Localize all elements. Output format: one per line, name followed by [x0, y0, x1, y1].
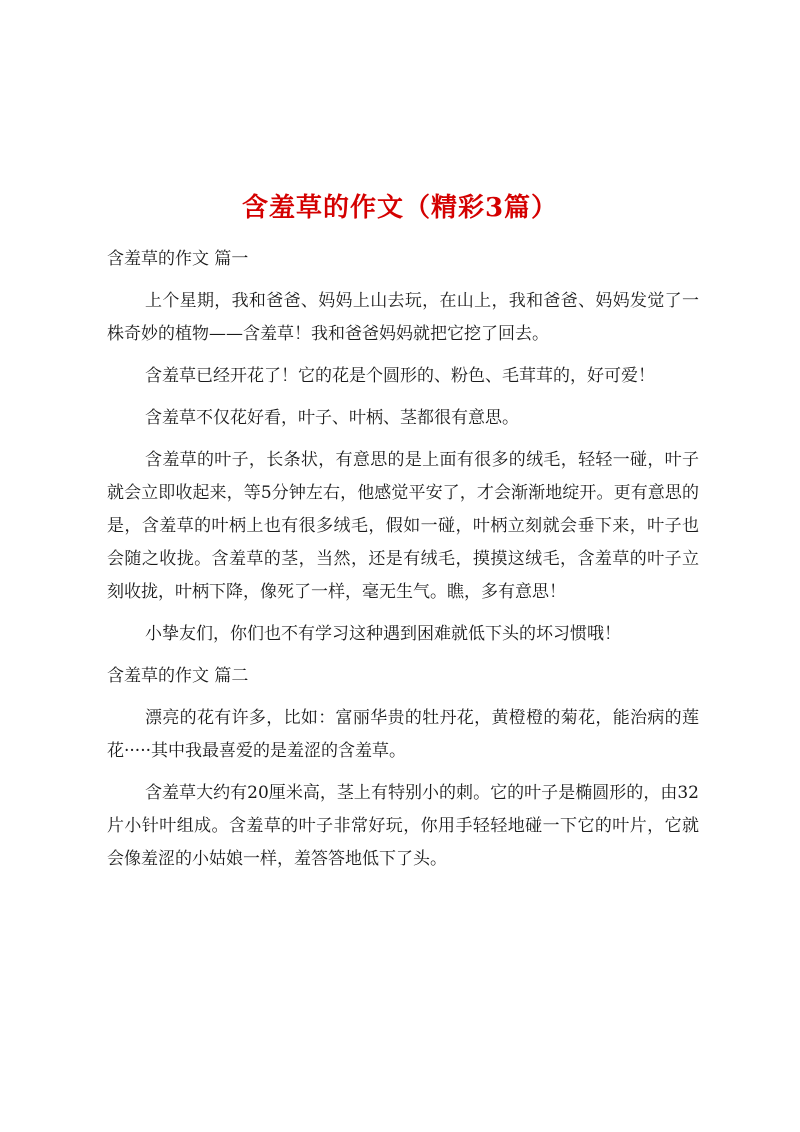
paragraph: 含羞草的叶子，长条状，有意思的是上面有很多的绒毛，轻轻一碰，叶子就会立即收起来，等5分钟左右，他感觉平安了，才会渐渐地绽开。更有意思的是，含羞草的叶柄上也有很多绒毛，假如一碰，叶柄立刻就会垂下来，叶子也会随之收拢。含羞草的茎，当然，还是有绒毛，摸摸这绒毛，含羞草的叶子立刻收拢，叶柄下降，像死了一样，毫无生气。瞧，多有意思！: [107, 450, 699, 602]
section-heading-1: 含羞草的作文 篇一: [107, 249, 249, 269]
paragraph: 含羞草不仅花好看，叶子、叶柄、茎都很有意思。: [145, 408, 519, 428]
paragraph: 小挚友们，你们也不有学习这种遇到困难就低下头的坏习惯哦！: [145, 624, 621, 644]
paragraph: 漂亮的花有许多，比如：富丽华贵的牡丹花，黄橙橙的菊花，能治病的莲花·····其中我最喜爱的是羞涩的含羞草。: [107, 708, 699, 761]
paragraph: 含羞草已经开花了！它的花是个圆形的、粉色、毛茸茸的，好可爱！: [145, 366, 655, 386]
document-body: [107, 243, 699, 876]
section-heading-2: 含羞草的作文 篇二: [107, 666, 249, 686]
paragraph: 上个星期，我和爸爸、妈妈上山去玩，在山上，我和爸爸、妈妈发觉了一株奇妙的植物——含羞草！我和爸爸妈妈就把它挖了回去。: [107, 291, 699, 344]
document-title: 含羞草的作文（精彩3篇）: [241, 193, 559, 224]
paragraph: 含羞草大约有20厘米高，茎上有特别小的刺。它的叶子是椭圆形的，由32片小针叶组成。含羞草的叶子非常好玩，你用手轻轻地碰一下它的叶片，它就会像羞涩的小姑娘一样，羞答答地低下了头。: [107, 783, 699, 869]
